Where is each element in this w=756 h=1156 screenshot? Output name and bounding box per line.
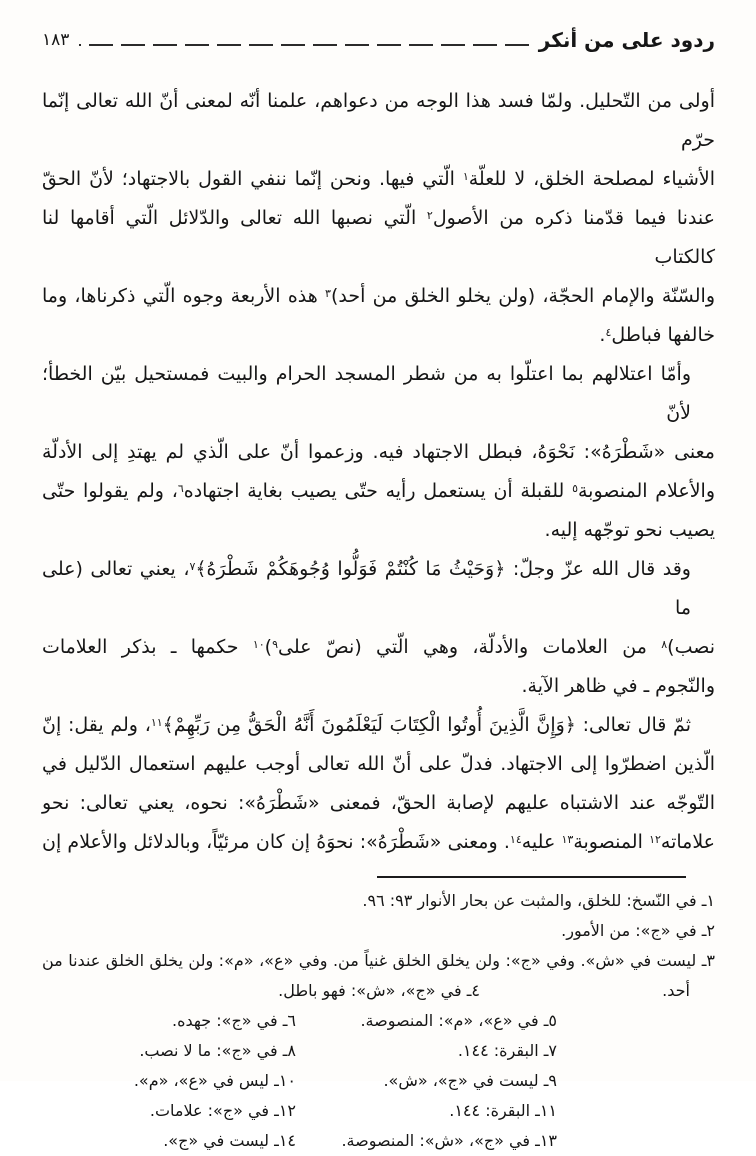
running-title: ردود على من أنكر bbox=[538, 28, 715, 52]
footnote-8: ٨ـ في «ج»: ما لا نصب. bbox=[139, 1041, 296, 1060]
body-line: نصب)$^٨$ من العلامات والأدلّة، وهي الّتي (نصّ على$^٩$)$^{١٠}$ حكمها ـ بذكر العلامات bbox=[42, 636, 715, 658]
footnote-3-continuation: أحد. bbox=[662, 981, 690, 1000]
page-number: ١٨٣ bbox=[42, 30, 70, 50]
header-leader-line bbox=[79, 44, 528, 46]
footnote-3: ٣ـ ليست في «ش». وفي «ج»: ولن يخلق الخلق غنياً من. وفي «ع»، «م»: ولن يخلق الخلق عندنا من bbox=[42, 951, 715, 970]
body-line: والنّجوم ـ في ظاهر الآية. bbox=[521, 675, 715, 697]
body-line: والأعلام المنصوبة$^٥$ للقبلة أن يستعمل رأيه حتّى يصيب بغاية اجتهاده$^٦$، ولم يقولوا حتّى bbox=[42, 480, 715, 502]
footnote-row bbox=[42, 1066, 715, 1096]
body-line: خالفها فباطل$^٤$. bbox=[599, 324, 715, 346]
footnote-14: ١٤ـ ليست في «ج». bbox=[163, 1131, 296, 1150]
body-line: علاماته$^{١٢}$ المنصوبة$^{١٣}$ عليه$^{١٤}$. ومعنى «شَطْرَهُ»: نحوَهُ إن كان مرئيّاً، وبالدلائل والأعلام إن bbox=[42, 831, 716, 853]
body-line: والسّنّة والإمام الحجّة، (ولن يخلو الخلق من أحد)$^٣$ هذه الأربعة وجوه الّتي ذكرناها، وما bbox=[42, 285, 716, 307]
footnote-12: ١٢ـ في «ج»: علامات. bbox=[149, 1101, 296, 1120]
body-line: التّوجّه عند الاشتباه عليهم لإصابة الحقّ، فمعنى «شَطْرَهُ»: نحوه، يعني تعالى: نحو bbox=[42, 792, 715, 814]
body-line quran-verse-line: ثمّ قال تعالى: ﴿وَإِنَّ الَّذِينَ أُوتُوا الْكِتَابَ لَيَعْلَمُونَ أَنَّهُ الْحَقُّ مِن رَبِّهِمْ﴾$^{١١}$، ولم يقل: إنّ bbox=[42, 714, 691, 736]
body-line: معنى «شَطْرَهُ»: نَحْوَهُ، فبطل الاجتهاد فيه. وزعموا أنّ على الّذي لم يهتدِ إلى الأدلّة bbox=[42, 441, 715, 463]
footnote-row bbox=[42, 976, 715, 1006]
footnote-row bbox=[42, 1006, 715, 1036]
footnote-row bbox=[42, 1096, 715, 1126]
page-header bbox=[42, 24, 715, 56]
footnote-2: ٢ـ في «ج»: من الأمور. bbox=[561, 921, 715, 940]
footnote-10: ١٠ـ ليس في «ع»، «م». bbox=[133, 1071, 296, 1090]
footnote-6: ٦ـ في «ج»: جهده. bbox=[172, 1011, 296, 1030]
footnote-5: ٥ـ في «ع»، «م»: المنصوصة. bbox=[360, 1011, 557, 1030]
footnote-11: ١١ـ البقرة: ١٤٤. bbox=[449, 1101, 557, 1120]
footnote-13: ١٣ـ في «ج»، «ش»: المنصوصة. bbox=[341, 1131, 557, 1150]
body-line quran-verse-line: وقد قال الله عزّ وجلّ: ﴿وَحَيْثُ مَا كُنْتُمْ فَوَلُّوا وُجُوهَكُمْ شَطْرَهُ﴾$^٧$، يعني تعالى (على ما bbox=[42, 558, 691, 619]
body-line: وأمّا اعتلالهم بما اعتلّوا به من شطر المسجد الحرام والبيت فمستحيل بيّن الخطأ؛ لأنّ bbox=[42, 363, 691, 424]
footnote-7: ٧ـ البقرة: ١٤٤. bbox=[457, 1041, 557, 1060]
body-line: عندنا فيما قدّمنا ذكره من الأصول$^٢$ الّتي نصبها الله تعالى والدّلائل الّتي أقامها لنا كالكتاب bbox=[42, 207, 715, 268]
footnotes-section bbox=[42, 886, 715, 1156]
footnote-1: ١ـ في النّسخ: للخلق، والمثبت عن بحار الأنوار ٩٣: ٩٦. bbox=[362, 891, 715, 910]
footnote-row bbox=[42, 1126, 715, 1156]
body-line: يصيب نحو توجّهه إليه. bbox=[544, 519, 715, 541]
footnote-row bbox=[42, 1036, 715, 1066]
footnote-4: ٤ـ في «ج»، «ش»: فهو باطل. bbox=[278, 981, 480, 1000]
footnote-9: ٩ـ ليست في «ج»، «ش». bbox=[383, 1071, 557, 1090]
body-text bbox=[42, 82, 715, 862]
body-line: الأشياء لمصلحة الخلق، لا للعلّة$^١$ الّتي فيها. ونحن إنّما ننفي القول بالاجتهاد؛ لأنّ الحقّ bbox=[42, 168, 715, 190]
footnote-separator bbox=[377, 876, 686, 878]
body-line: أولى من التّحليل. ولمّا فسد هذا الوجه من دعواهم، علمنا أنّه لمعنى أنّ الله تعالى إنّما حرّم bbox=[42, 90, 715, 151]
body-line: الّذين اضطرّوا إلى الاجتهاد. فدلّ على أنّ الله تعالى أوجب عليهم استعمال الدّليل في bbox=[42, 753, 715, 775]
